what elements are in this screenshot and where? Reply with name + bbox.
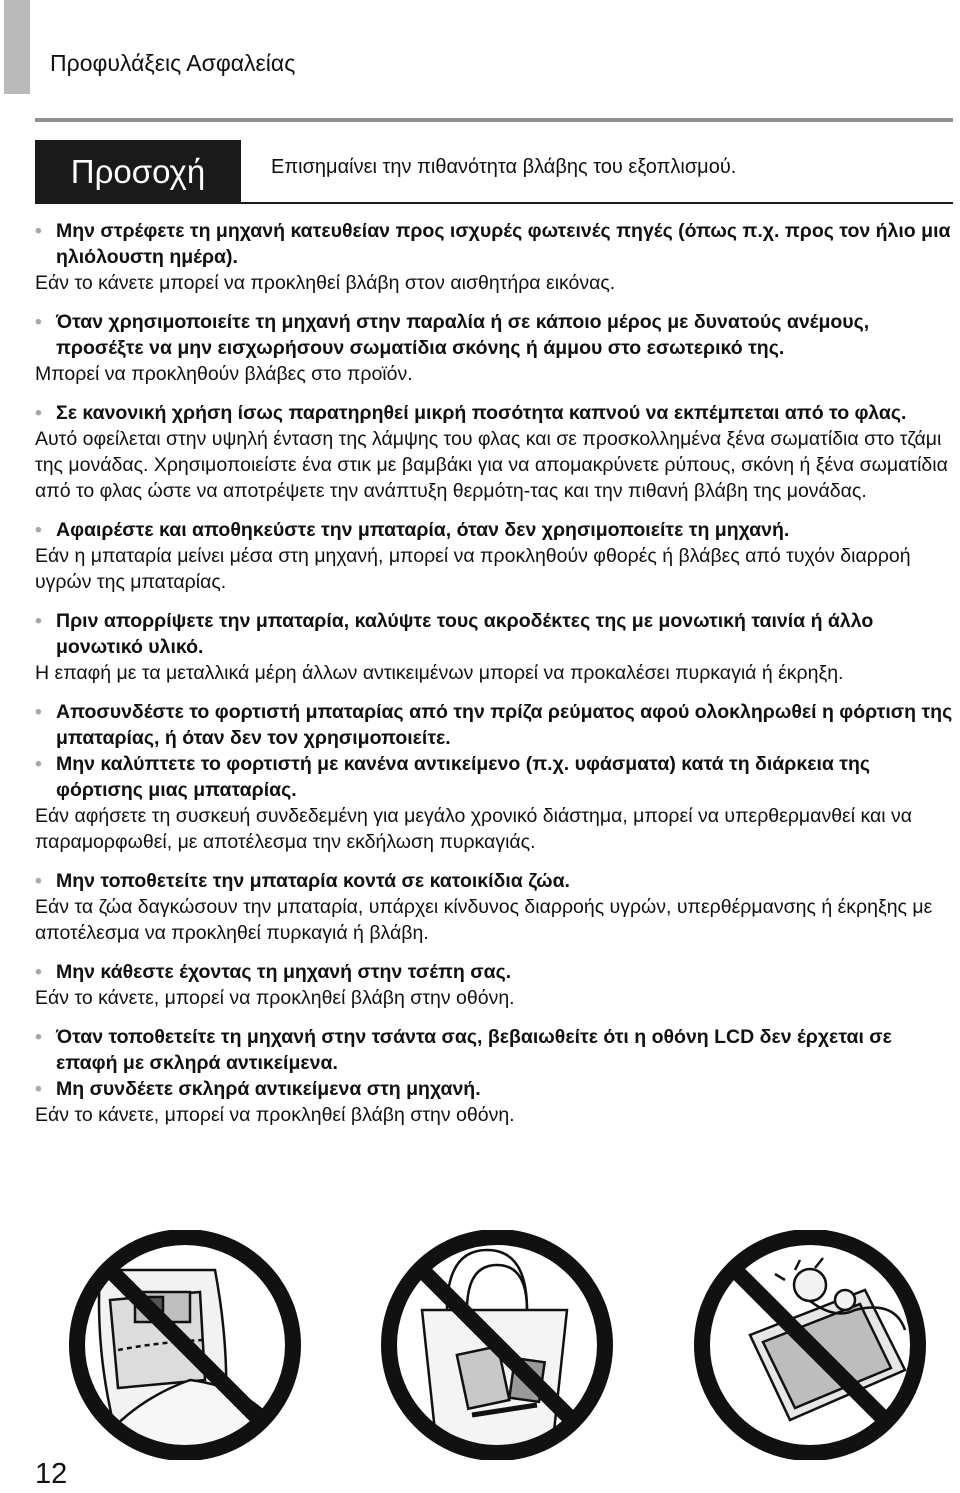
- item-heading: [35, 218, 953, 270]
- item-heading: [35, 608, 953, 660]
- caution-list: [35, 218, 953, 1141]
- prohibited-camera-in-pocket-icon: [40, 1230, 330, 1460]
- item-description: Εάν το κάνετε, μπορεί να προκληθεί βλάβη στην οθόνη.: [35, 987, 515, 1009]
- item-heading-text: Πριν απορρίψετε την μπαταρία, καλύψτε τους ακροδέκτες της με μονωτική ταινία ή άλλο μονωτικό υλικό.: [56, 610, 874, 658]
- bullet-icon: •: [35, 220, 42, 242]
- item-heading: [35, 309, 953, 361]
- bullet-icon: •: [35, 870, 42, 892]
- bullet-icon: •: [35, 519, 42, 541]
- item-heading-text: Μην καλύπτετε το φορτιστή με κανένα αντικείμενο (π.χ. υφάσματα) κατά τη διάρκεια της φόρτισης μιας μπαταρίας.: [56, 753, 871, 801]
- bullet-icon: •: [35, 701, 42, 723]
- section-tab-marker: [4, 0, 30, 94]
- list-item: [35, 1024, 953, 1128]
- item-heading-text: Μην τοποθετείτε την μπαταρία κοντά σε κατοικίδια ζώα.: [56, 870, 570, 892]
- page-number: 12: [35, 1458, 68, 1490]
- list-item: [35, 309, 953, 387]
- item-heading: [35, 868, 953, 894]
- header-divider: [35, 118, 953, 122]
- bullet-icon: •: [35, 753, 42, 775]
- item-description: Η επαφή με τα μεταλλικά μέρη άλλων αντικειμένων μπορεί να προκαλέσει πυρκαγιά ή έκρηξη.: [35, 662, 844, 684]
- item-heading-text: Όταν χρησιμοποιείτε τη μηχανή στην παραλία ή σε κάποιο μέρος με δυνατούς ανέμους, προσέξτε να μην εισχωρήσουν σωματίδια σκόνης ή άμμου στο εσωτερικό της.: [56, 311, 870, 359]
- item-description: Μπορεί να προκληθούν βλάβες στο προϊόν.: [35, 363, 413, 385]
- list-item: [35, 608, 953, 686]
- item-description: Εάν τα ζώα δαγκώσουν την μπαταρία, υπάρχει κίνδυνος διαρροής υγρών, υπερθέρμανσης ή έκρηξης με αποτέλεσμα να προκληθεί πυρκαγιά ή βλάβη.: [35, 896, 933, 944]
- item-description: Εάν το κάνετε μπορεί να προκληθεί βλάβη στον αισθητήρα εικόνας.: [35, 272, 616, 294]
- list-item: [35, 517, 953, 595]
- prohibited-hard-objects-on-camera-icon: [665, 1230, 955, 1460]
- caution-divider: [35, 202, 953, 204]
- caution-description: Επισημαίνει την πιθανότητα βλάβης του εξοπλισμού.: [271, 156, 737, 178]
- item-heading: [35, 751, 953, 803]
- list-item: [35, 868, 953, 946]
- item-heading: [35, 517, 953, 543]
- item-heading-text: Αποσυνδέστε το φορτιστή μπαταρίας από την πρίζα ρεύματος αφού ολοκληρωθεί η φόρτιση της μπαταρίας, ή όταν δεν τον χρησιμοποιείτε.: [56, 701, 953, 749]
- prohibited-camera-in-bag-icon: [352, 1230, 642, 1460]
- list-item: [35, 699, 953, 855]
- item-description: Εάν αφήσετε τη συσκευή συνδεδεμένη για μεγάλο χρονικό διάστημα, μπορεί να υπερθερμανθεί και να παραμορφωθεί, με αποτέλεσμα την εκδήλωση πυρκαγιάς.: [35, 805, 913, 853]
- item-heading-text: Αφαιρέστε και αποθηκεύστε την μπαταρία, όταν δεν χρησιμοποιείτε τη μηχανή.: [56, 519, 790, 541]
- item-heading-text: Σε κανονική χρήση ίσως παρατηρηθεί μικρή ποσότητα καπνού να εκπέμπεται από το φλας.: [56, 402, 907, 424]
- item-description: Αυτό οφείλεται στην υψηλή ένταση της λάμψης του φλας και σε προσκολλημένα ξένα σωματίδια στο τζάμι της μονάδας. Χρησιμοποιείστε ένα στικ με βαμβάκι για να απομακρύνετε ρύπους, σκόνη ή ξένα σωματίδια από το φλας ώστε να αποτρέψετε την ανάπτυξη θερμότη-τας και την πιθανή βλάβη της μονάδας.: [35, 428, 948, 502]
- list-item: [35, 959, 953, 1011]
- caution-label: Προσοχή: [35, 140, 241, 203]
- list-item: [35, 400, 953, 504]
- bullet-icon: •: [35, 610, 42, 632]
- item-heading: [35, 1076, 953, 1102]
- item-heading: [35, 699, 953, 751]
- item-heading-text: Μην στρέφετε τη μηχανή κατευθείαν προς ισχυρές φωτεινές πηγές (όπως π.χ. προς τον ήλιο μια ηλιόλουστη ημέρα).: [56, 220, 951, 268]
- item-heading: [35, 1024, 953, 1076]
- item-heading: [35, 959, 953, 985]
- section-title: Προφυλάξεις Ασφαλείας: [50, 50, 296, 76]
- item-heading-text: Μην κάθεστε έχοντας τη μηχανή στην τσέπη σας.: [56, 961, 512, 983]
- bullet-icon: •: [35, 1026, 42, 1048]
- item-description: Εάν η μπαταρία μείνει μέσα στη μηχανή, μπορεί να προκληθούν φθορές ή βλάβες από τυχόν διαρροή υγρών της μπαταρίας.: [35, 545, 911, 593]
- list-item: [35, 218, 953, 296]
- bullet-icon: •: [35, 1078, 42, 1100]
- bullet-icon: •: [35, 961, 42, 983]
- bullet-icon: •: [35, 402, 42, 424]
- bullet-icon: •: [35, 311, 42, 333]
- item-heading-text: Μη συνδέετε σκληρά αντικείμενα στη μηχανή.: [56, 1078, 481, 1100]
- item-description: Εάν το κάνετε, μπορεί να προκληθεί βλάβη στην οθόνη.: [35, 1104, 515, 1126]
- item-heading: [35, 400, 953, 426]
- warning-illustrations: [40, 1230, 955, 1460]
- item-heading-text: Όταν τοποθετείτε τη μηχανή στην τσάντα σας, βεβαιωθείτε ότι η οθόνη LCD δεν έρχεται σε επαφή με σκληρά αντικείμενα.: [56, 1026, 892, 1074]
